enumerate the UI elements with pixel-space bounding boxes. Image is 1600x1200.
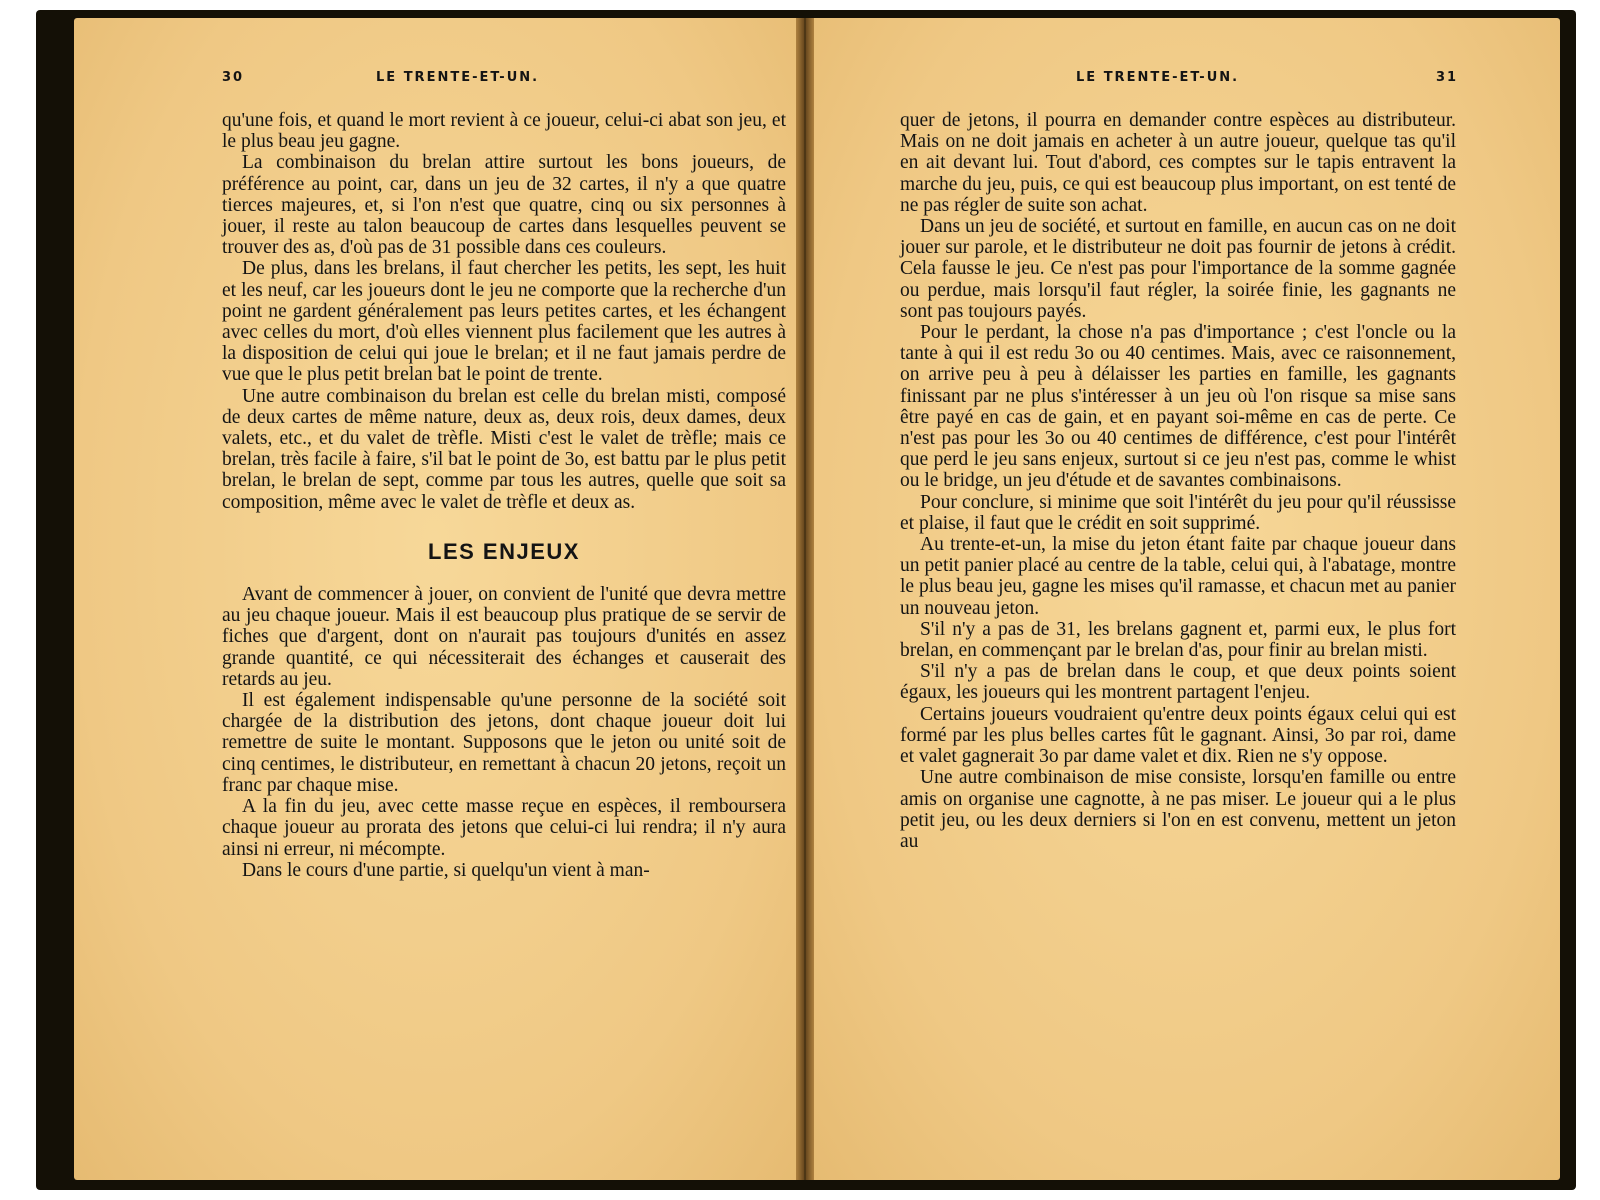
left-page — [74, 18, 796, 1180]
paragraph: La combinaison du brelan attire surtout les bons joueurs, de préférence au point, car, dans un jeu de 32 cartes, il n'y a que quatre tierces majeures, et, si l'on n'est que quatre, cinq ou six personnes à jouer, il reste au talon beaucoup de cartes dans lesquelles peuvent se trouver des as, d'où pas de 31 possible dans ces couleurs. — [222, 152, 786, 259]
paragraph: Il est également indispensable qu'une personne de la société soit chargée de la distribution des jetons, dont chaque joueur doit lui remettre de suite le montant. Supposons que le jeton ou unité soit de cinq centimes, le distributeur, en remettant à chacun 20 jetons, reçoit un franc par chaque mise. — [222, 690, 786, 796]
left-page-text — [222, 110, 786, 881]
page-number-right: 31 — [1436, 70, 1459, 85]
book-spread — [36, 10, 1576, 1190]
paragraph: Dans le cours d'une partie, si quelqu'un vient à man- — [242, 859, 650, 881]
paragraph: A la fin du jeu, avec cette masse reçue en espèces, il remboursera chaque joueur au prorata des jetons que celui-ci lui rendra; il n'y aura ainsi ni erreur, ni mécompte. — [222, 796, 786, 860]
paragraph: Une autre combinaison du brelan est celle du brelan misti, composé de deux cartes de même nature, deux as, deux rois, deux dames, deux valets, etc., et du valet de trèfle. Misti c'est le valet de trèfle; mais ce brelan, très facile à faire, s'il bat le point de 3o, est battu par le plus petit brelan, le brelan de sept, comme par tous les autres, quelle que soit sa composition, même avec le valet de trèfle et deux as. — [222, 385, 786, 513]
paragraph: qu'une fois, et quand le mort revient à ce joueur, celui-ci abat son jeu, et le plus beau jeu gagne. — [222, 110, 786, 153]
paragraph: S'il n'y a pas de 31, les brelans gagnent et, parmi eux, le plus fort brelan, en commençant par le brelan d'as, pour finir au brelan misti. — [900, 618, 1456, 662]
running-head-left: LE TRENTE-ET-UN. — [376, 70, 540, 85]
paragraph: Dans un jeu de société, et surtout en famille, en aucun cas on ne doit jouer sur parole, et le distributeur ne doit pas fournir de jetons à crédit. Cela fausse le jeu. Ce n'est pas pour l'importance de la somme gagnée ou perdue, mais lorsqu'il faut régler, la soirée finie, les gagnants ne sont pas toujours payés. — [900, 216, 1456, 322]
paragraph: Pour conclure, si minime que soit l'intérêt du jeu pour qu'il réussisse et plaise, il faut que le crédit en soit supprimé. — [900, 491, 1456, 534]
paragraph: Certains joueurs voudraient qu'entre deux points égaux celui qui est formé par les plus belles cartes fût le gagnant. Ainsi, 3o par roi, dame et valet gagnerait 3o par dame valet et dix. Rien ne s'y oppose. — [900, 703, 1456, 768]
page-number-left: 30 — [222, 70, 245, 85]
right-page-text — [900, 110, 1456, 852]
paragraph: Une autre combinaison de mise consiste, lorsqu'en famille ou entre amis on organise une cagnotte, à ne pas miser. Le joueur qui a le plus petit jeu, ou les deux derniers si l'on en est convenu, mettent un jeton au — [900, 767, 1456, 852]
right-page — [814, 18, 1560, 1180]
paragraph: S'il n'y a pas de brelan dans le coup, et que deux points soient égaux, les joueurs qui les montrent partagent l'enjeu. — [900, 661, 1456, 704]
paragraph: Au trente-et-un, la mise du jeton étant faite par chaque joueur dans un petit panier placé au centre de la table, celui qui, à l'abatage, montre le plus beau jeu, gagne les mises qu'il ramasse, et chacun met au panier un nouveau jeton. — [900, 534, 1456, 619]
paragraph: Pour le perdant, la chose n'a pas d'importance ; c'est l'oncle ou la tante à qui il est redu 3o ou 40 centimes. Mais, avec ce raisonnement, on arrive peu à peu à délaisser les parties en famille, les gagnants finissant par ne plus s'intéresser à un jeu où l'on risque sa mise sans être payé en cas de gain, et en payant soi-même en cas de perte. Ce n'est pas pour les 3o ou 40 centimes de différence, c'est pour l'intérêt que perd le jeu sans enjeux, surtout si ce jeu n'est pas, comme le whist ou le bridge, un jeu d'étude et de savantes combinaisons. — [900, 322, 1456, 492]
section-heading: LES ENJEUX — [428, 538, 580, 564]
paragraph: Avant de commencer à jouer, on convient de l'unité que devra mettre au jeu chaque joueur. Mais il est beaucoup plus pratique de se servir de fiches que d'argent, dont on n'aurait pas toujours d'unités en assez grande quantité, ce qui nécessiterait des échanges et causerait des retards au jeu. — [222, 584, 786, 690]
paragraph: quer de jetons, il pourra en demander contre espèces au distributeur. Mais on ne doit jamais en acheter à un autre joueur, quelque tas qu'il en ait devant lui. Tout d'abord, ces comptes sur le tapis entravent la marche du jeu, puis, ce qui est beaucoup plus important, on est tenté de ne pas régler de suite son achat. — [900, 110, 1456, 216]
paragraph: De plus, dans les brelans, il faut chercher les petits, les sept, les huit et les neuf, car les joueurs dont le jeu ne comporte que la recherche d'un point ne gardent généralement pas leurs petites cartes, et les échangent avec celles du mort, d'où elles viennent plus facilement que les autres à la disposition de celui qui joue le brelan; et il ne faut jamais perdre de vue que le plus petit brelan bat le point de trente. — [222, 258, 786, 386]
running-head-right: LE TRENTE-ET-UN. — [1076, 70, 1240, 85]
